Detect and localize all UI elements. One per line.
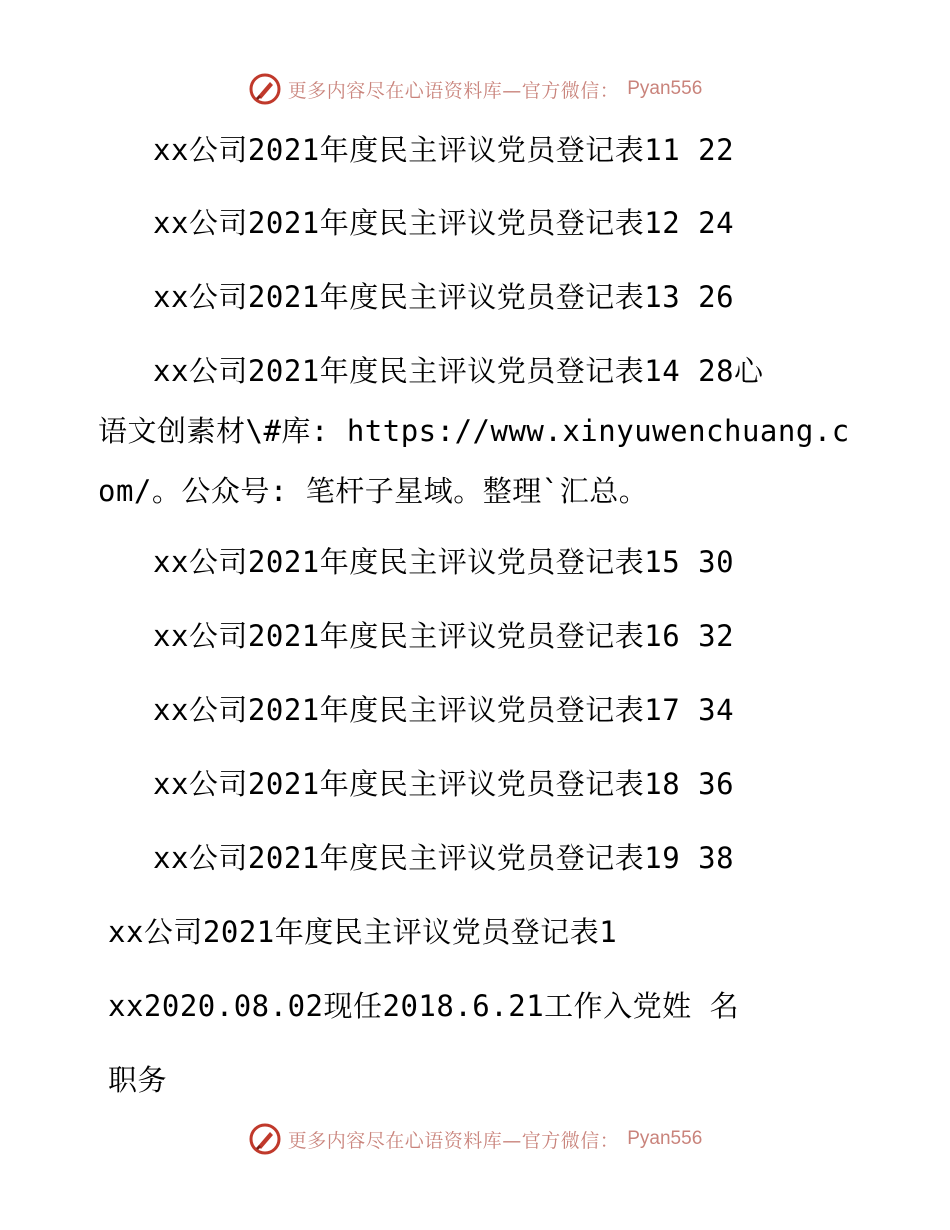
watermark-wechat-id: Pyan556: [627, 78, 703, 99]
watermark-text: 更多内容尽在心语资料库—官方微信：: [287, 1129, 620, 1152]
section-heading: xx公司2021年度民主评议党员登记表1: [108, 915, 618, 949]
toc-line: xx公司2021年度民主评议党员登记表13 26: [153, 280, 735, 314]
watermark-wechat-id: Pyan556: [627, 1128, 703, 1149]
duty-label: 职务: [108, 1063, 168, 1097]
watermark-text: 更多内容尽在心语资料库—官方微信：: [287, 79, 620, 102]
toc-line: xx公司2021年度民主评议党员登记表19 38: [153, 841, 735, 875]
note-line-2: om/。公众号: 笔杆子星域。整理`汇总。: [98, 474, 649, 508]
toc-line: xx公司2021年度民主评议党员登记表18 36: [153, 767, 735, 801]
pen-logo-icon: [248, 1122, 282, 1156]
watermark-footer: [0, 1122, 950, 1156]
toc-line: xx公司2021年度民主评议党员登记表11 22: [153, 133, 735, 167]
toc-line: xx公司2021年度民主评议党员登记表15 30: [153, 545, 735, 579]
toc-line: xx公司2021年度民主评议党员登记表16 32: [153, 619, 735, 653]
toc-line: xx公司2021年度民主评议党员登记表14 28心: [153, 354, 764, 388]
note-line-1: 语文创素材\#库: https://www.xinyuwenchuang.c: [98, 414, 850, 448]
toc-line: xx公司2021年度民主评议党员登记表17 34: [153, 693, 735, 727]
toc-line: xx公司2021年度民主评议党员登记表12 24: [153, 206, 735, 240]
watermark-header: [0, 72, 950, 106]
info-line: xx2020.08.02现任2018.6.21工作入党姓 名: [108, 989, 740, 1023]
pen-logo-icon: [248, 72, 282, 106]
